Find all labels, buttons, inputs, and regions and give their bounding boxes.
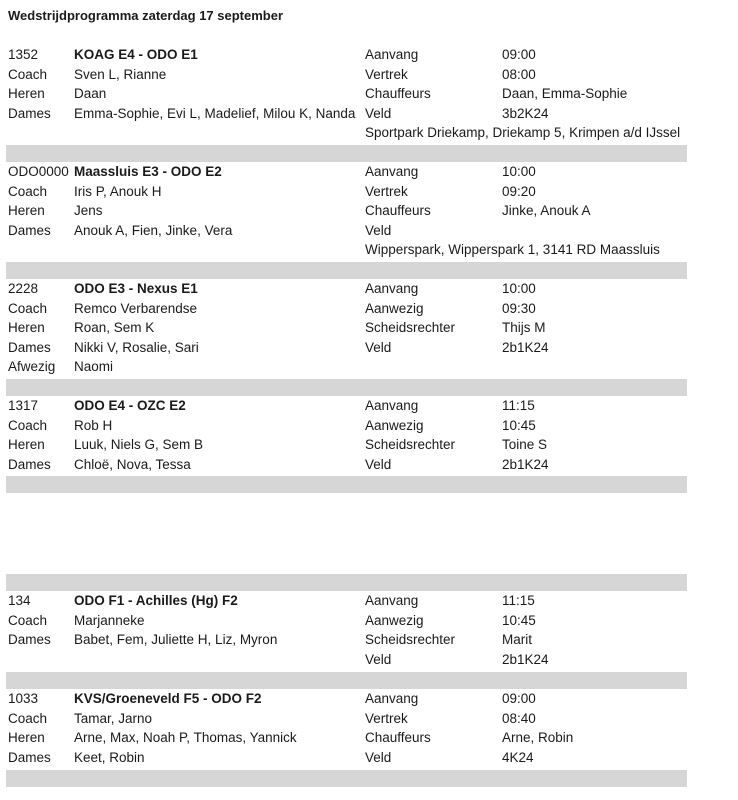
info-value: 08:00 (502, 66, 536, 82)
info-label: Veld (365, 456, 392, 472)
match-teams: KVS/Groeneveld F5 - ODO F2 (74, 691, 262, 706)
info-value: Jinke, Anouk A (502, 203, 591, 218)
info-label: Vertrek (365, 710, 408, 726)
info-label: Veld (365, 651, 392, 667)
separator-bar (6, 476, 687, 493)
info-value: 10:45 (502, 612, 536, 628)
label: Dames (8, 105, 51, 121)
value: Luuk, Niels G, Sem B (74, 437, 204, 452)
value: Sven L, Rianne (74, 66, 167, 82)
info-value: Thijs M (502, 320, 546, 335)
info-value: 08:40 (502, 710, 536, 726)
label: Dames (8, 339, 51, 355)
match-number: ODO0000 (8, 164, 69, 179)
match-number: 1033 (8, 691, 39, 706)
info-value: 09:20 (502, 183, 536, 199)
info-label: Aanwezig (365, 612, 424, 628)
match-teams: ODO E3 - Nexus E1 (74, 281, 198, 296)
value: Nikki V, Rosalie, Sari (74, 339, 199, 355)
value: Keet, Robin (74, 749, 145, 765)
separator-bar (6, 574, 687, 591)
value: Arne, Max, Noah P, Thomas, Yannick (74, 730, 297, 745)
info-value: 11:15 (502, 398, 535, 413)
info-value: 09:00 (502, 47, 536, 62)
info-label: Aanwezig (365, 300, 424, 316)
value: Babet, Fem, Juliette H, Liz, Myron (74, 632, 278, 647)
info-value: 10:00 (502, 281, 536, 296)
value: Daan (74, 86, 107, 101)
value: Naomi (74, 359, 114, 374)
value: Roan, Sem K (74, 320, 155, 335)
info-label: Vertrek (365, 183, 408, 199)
match-teams: Maassluis E3 - ODO E2 (74, 164, 222, 179)
info-label: Chauffeurs (365, 203, 431, 218)
match-number: 134 (8, 593, 31, 608)
info-label: Aanvang (365, 281, 419, 296)
value: Tamar, Jarno (74, 710, 153, 726)
match-teams: KOAG E4 - ODO E1 (74, 47, 198, 62)
info-label: Chauffeurs (365, 86, 431, 101)
info-label: Aanvang (365, 47, 419, 62)
info-value: Daan, Emma-Sophie (502, 86, 628, 101)
value: Anouk A, Fien, Jinke, Vera (74, 222, 233, 238)
label: Coach (8, 612, 48, 628)
separator-bar (6, 262, 687, 279)
label: Heren (8, 203, 45, 218)
info-label: Vertrek (365, 66, 408, 82)
label: Coach (8, 66, 48, 82)
info-value: 09:00 (502, 691, 536, 706)
match-number: 2228 (8, 281, 39, 296)
info-label: Veld (365, 105, 392, 121)
info-label: Aanvang (365, 593, 419, 608)
info-value: 10:00 (502, 164, 536, 179)
label: Coach (8, 183, 48, 199)
info-label: Scheidsrechter (365, 320, 456, 335)
info-value: 2b1K24 (502, 456, 549, 472)
label: Heren (8, 437, 45, 452)
info-label: Chauffeurs (365, 730, 431, 745)
info-value: 10:45 (502, 417, 536, 433)
value: Marjanneke (74, 612, 145, 628)
info-label: Scheidsrechter (365, 437, 456, 452)
label: Coach (8, 417, 48, 433)
value: Iris P, Anouk H (74, 183, 162, 199)
info-value: 4K24 (502, 749, 534, 765)
separator-bar (6, 379, 687, 396)
info-label: Veld (365, 339, 392, 355)
separator-bar (6, 145, 687, 162)
match-number: 1317 (8, 398, 39, 413)
info-label: Sportpark Driekamp, Driekamp 5, Krimpen a/d IJssel (365, 125, 681, 140)
info-label: Aanwezig (365, 417, 424, 433)
value: Emma-Sophie, Evi L, Madelief, Milou K, Nanda (74, 105, 356, 121)
label: Dames (8, 749, 51, 765)
separator-bar (6, 770, 687, 787)
info-label: Wipperspark, Wipperspark 1, 3141 RD Maassluis (365, 242, 660, 257)
value: Rob H (74, 417, 113, 433)
match-teams: ODO E4 - OZC E2 (74, 398, 186, 413)
info-label: Veld (365, 749, 392, 765)
label: Heren (8, 320, 45, 335)
info-value: 2b1K24 (502, 651, 549, 667)
value: Jens (74, 203, 103, 218)
info-label: Aanvang (365, 691, 419, 706)
info-label: Scheidsrechter (365, 632, 456, 647)
label: Dames (8, 632, 51, 647)
match-number: 1352 (8, 47, 39, 62)
page-title: Wedstrijdprogramma zaterdag 17 september (8, 8, 284, 23)
info-value: 2b1K24 (502, 339, 549, 355)
label: Heren (8, 86, 45, 101)
info-value: 09:30 (502, 300, 536, 316)
info-label: Aanvang (365, 164, 419, 179)
info-value: Toine S (502, 437, 548, 452)
label: Coach (8, 710, 48, 726)
label: Afwezig (8, 359, 56, 374)
info-label: Veld (365, 222, 392, 238)
label: Coach (8, 300, 48, 316)
info-value: Arne, Robin (502, 730, 574, 745)
value: Chloë, Nova, Tessa (74, 456, 191, 472)
value: Remco Verbarendse (74, 300, 198, 316)
separator-bar (6, 672, 687, 689)
info-value: 3b2K24 (502, 105, 549, 121)
info-label: Aanvang (365, 398, 419, 413)
info-value: 11:15 (502, 593, 535, 608)
label: Dames (8, 222, 51, 238)
label: Heren (8, 730, 45, 745)
label: Dames (8, 456, 51, 472)
match-teams: ODO F1 - Achilles (Hg) F2 (74, 593, 238, 608)
info-value: Marit (502, 632, 532, 647)
